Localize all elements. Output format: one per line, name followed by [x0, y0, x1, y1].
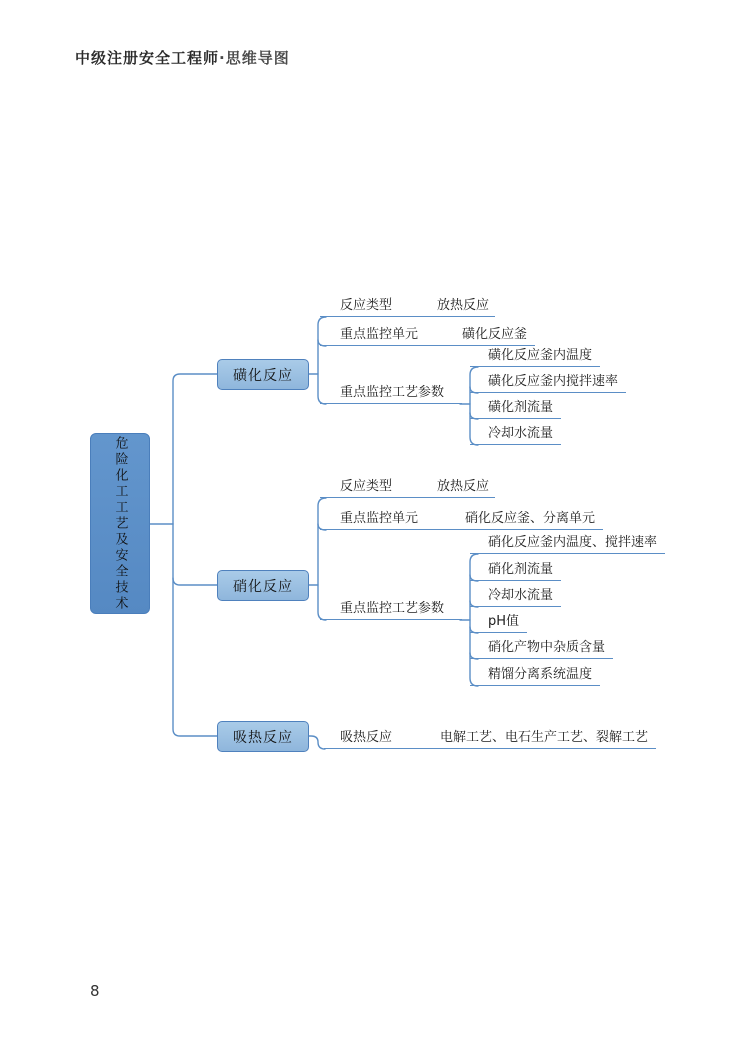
- sulfonation-reaction-type-label: 反应类型: [320, 297, 433, 317]
- page-header: [75, 47, 290, 68]
- sulfonation-monitor-unit-value: 磺化反应釜: [455, 326, 535, 346]
- header-separator: ·: [219, 49, 226, 67]
- nitration-param-item: 精馏分离系统温度: [470, 666, 600, 686]
- branch-node-label: 吸热反应: [233, 729, 293, 746]
- branch-node-sulfonation: [217, 359, 309, 390]
- nitration-reaction-type-value: 放热反应: [433, 478, 495, 498]
- nitration-param-item: 硝化剂流量: [470, 561, 561, 581]
- page-number: 8: [90, 982, 100, 1000]
- sulfonation-monitor-unit-label: 重点监控单元: [320, 326, 455, 346]
- mindmap-root-node: [90, 433, 150, 614]
- endothermic-detail-value: 电解工艺、电石生产工艺、裂解工艺: [433, 729, 656, 749]
- sulfonation-param-item: 磺化反应釜内温度: [470, 347, 600, 367]
- nitration-monitor-params-label: 重点监控工艺参数: [320, 600, 462, 620]
- branch-node-nitration: [217, 570, 309, 601]
- sulfonation-param-item: 磺化反应釜内搅拌速率: [470, 373, 626, 393]
- endothermic-detail-label: 吸热反应: [324, 729, 433, 749]
- nitration-param-item: 硝化产物中杂质含量: [470, 639, 613, 659]
- nitration-monitor-unit-value: 硝化反应釜、分离单元: [460, 510, 603, 530]
- nitration-monitor-unit-label: 重点监控单元: [320, 510, 460, 530]
- root-node-label: 危险化工工艺及安全技术: [112, 435, 128, 612]
- sulfonation-reaction-type-value: 放热反应: [433, 297, 495, 317]
- nitration-param-item: 硝化反应釜内温度、搅拌速率: [470, 534, 665, 554]
- sulfonation-param-item: 磺化剂流量: [470, 399, 561, 419]
- branch-node-label: 硝化反应: [233, 578, 293, 595]
- header-subtitle: 思维导图: [225, 49, 290, 67]
- sulfonation-param-item: 冷却水流量: [470, 425, 561, 445]
- header-series-title: 中级注册安全工程师: [75, 49, 220, 67]
- sulfonation-monitor-params-label: 重点监控工艺参数: [320, 384, 462, 404]
- branch-node-label: 磺化反应: [233, 367, 293, 384]
- nitration-param-item: 冷却水流量: [470, 587, 561, 607]
- nitration-reaction-type-label: 反应类型: [320, 478, 433, 498]
- nitration-param-item: pH值: [470, 613, 527, 633]
- branch-node-endothermic: [217, 721, 309, 752]
